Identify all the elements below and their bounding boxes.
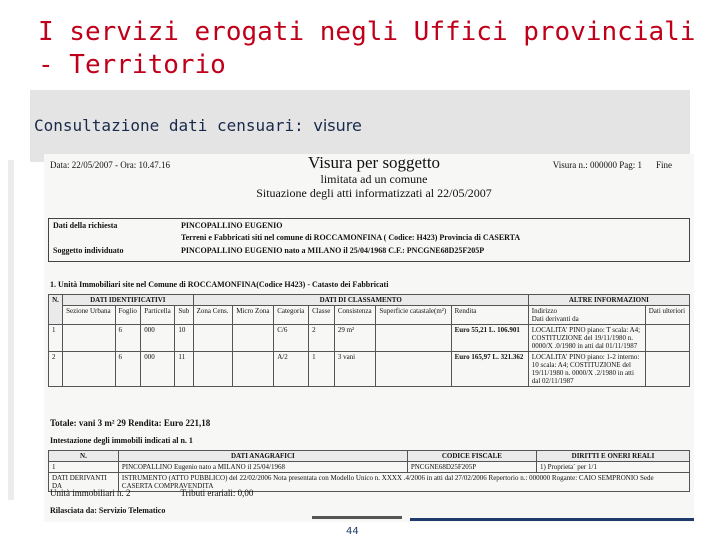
subtitle-suffix: visure: [313, 116, 362, 135]
col-header: Zona Cens.: [193, 306, 233, 325]
visura-document-image: [44, 154, 694, 522]
table-row: [49, 462, 690, 473]
cell: 1: [49, 462, 119, 473]
col-header: Classe: [309, 306, 335, 325]
cell: 2: [309, 325, 335, 352]
cell: PINCOPALLINO Eugenio nato a MILANO il 25/04/1968: [118, 462, 407, 473]
col-header: Categoria: [274, 306, 309, 325]
rilasciata: Rilasciata da: Servizio Telematico: [50, 506, 166, 515]
cell: C/6: [274, 325, 309, 352]
col-header: Sub: [175, 306, 193, 325]
request-box: [48, 218, 690, 262]
cell: 1: [309, 352, 335, 387]
left-decor-bar: [8, 160, 14, 500]
units-count: Unità immobiliari n. 2: [50, 488, 131, 498]
cell: [376, 352, 451, 387]
cell: 000: [141, 325, 175, 352]
cell: [233, 325, 274, 352]
cell: [645, 325, 689, 352]
col-header: Superficie catastale(m²): [376, 306, 451, 325]
request-label: Dati della richiesta: [53, 221, 118, 230]
cell: [193, 325, 233, 352]
section-title: 1. Unità Immobiliari site nel Comune di ROCCAMONFINA(Codice H423) - Catasto dei Fabbricati: [50, 280, 389, 289]
owner-table: [48, 450, 690, 492]
footer-divider-short: [312, 516, 402, 519]
cell: [376, 325, 451, 352]
cell: 11: [175, 352, 193, 387]
table-row: [49, 325, 690, 352]
col-group-n: N.: [49, 295, 63, 325]
property-table: [48, 294, 690, 387]
cell: [193, 352, 233, 387]
tributi: Tributi erariali: 0,00: [180, 488, 254, 498]
cell: LOCALITA' PINO piano: T scala: A4; COSTITUZIONE del 19/11/1980 n. 0000/X .0/1980 in atti dal 01/11/1987: [528, 325, 645, 352]
cell: LOCALITA' PINO piano: 1-2 interno: 10 scala: A4; COSTITUZIONE del 19/11/1980 n. 0000/X .2/1980 in atti dal 02/11/1987: [528, 352, 645, 387]
visura-situation: Situazione degli atti informatizzati al 22/05/2007: [256, 186, 492, 200]
cell: 1: [49, 325, 63, 352]
cell: [63, 352, 115, 387]
cell: 6: [115, 352, 141, 387]
visura-subtitle: limitata ad un comune: [320, 172, 428, 186]
cell: 2: [49, 352, 63, 387]
page-number: 44: [346, 526, 359, 537]
owner-col: DATI ANAGRAFICI: [118, 451, 407, 462]
subtitle-prefix: Consultazione dati censuari:: [34, 116, 314, 135]
col-header: Foglio: [115, 306, 141, 325]
cell: A/2: [274, 352, 309, 387]
visura-number: Visura n.: 000000 Pag: 1: [552, 160, 642, 170]
col-header-address: Indirizzo: [531, 307, 557, 315]
totals-line: Totale: vani 3 m² 29 Rendita: Euro 221,18: [50, 418, 211, 428]
visura-title-block: [224, 154, 524, 200]
owner-col: N.: [49, 451, 119, 462]
visura-fine: Fine: [655, 160, 672, 170]
request-name: PINCOPALLINO EUGENIO: [181, 221, 283, 230]
col-header: Dati ulteriori: [645, 306, 689, 325]
col-header: Micro Zona: [233, 306, 274, 325]
subject-label: Soggetto individuato: [53, 246, 124, 255]
cell: ISTRUMENTO (ATTO PUBBLICO) del 22/02/2006 Nota presentata con Modello Unico n. XXXX .4/2006 in atti dal 27/02/2006 Repertorio n.: 000000 Rogante: CAIO SEMPRONIO Sede CASERTA COMPRAVENDITA: [118, 473, 689, 492]
cell: 3 vani: [334, 352, 376, 387]
units-line: [50, 488, 253, 498]
cell: DATI DERIVANTI DA: [49, 473, 119, 492]
owner-col: CODICE FISCALE: [407, 451, 536, 462]
cell: 6: [115, 325, 141, 352]
cell: [63, 325, 115, 352]
footer-divider: [410, 518, 694, 521]
cell: PNCGNE68D25F205P: [407, 462, 536, 473]
col-header: Sezione Urbana: [63, 306, 115, 325]
visura-title: Visura per soggetto: [307, 154, 441, 172]
request-comune: Terreni e Fabbricati siti nel comune di ROCCAMONFINA ( Codice: H423) Provincia di CASERTA: [181, 233, 521, 242]
visura-number-block: [539, 160, 672, 170]
col-header: Rendita: [451, 306, 528, 325]
col-header: Particella: [141, 306, 175, 325]
address-subhead: Dati derivanti da: [531, 315, 579, 323]
subject-value: PINCOPALLINO EUGENIO nato a MILANO il 25/04/1968 C.F.: PNCGNE68D25F205P: [181, 246, 485, 255]
table-row: [49, 352, 690, 387]
cell: 1) Proprieta` per 1/1: [536, 462, 689, 473]
col-group-class: DATI DI CLASSAMENTO: [193, 295, 528, 306]
visura-date: Data: 22/05/2007 - Ora: 10.47.16: [50, 160, 170, 170]
slide-title: I servizi erogati negli Uffici provinciali - Territorio: [38, 17, 696, 80]
slide-subtitle: [34, 116, 362, 135]
col-header: Consistenza: [334, 306, 376, 325]
cell: Euro 165,97 L. 321.362: [451, 352, 528, 387]
cell: 10: [175, 325, 193, 352]
cell: Euro 55,21 L. 106.901: [451, 325, 528, 352]
cell: 29 m²: [334, 325, 376, 352]
cell: [645, 352, 689, 387]
cell: [233, 352, 274, 387]
col-header: [528, 306, 645, 325]
col-group-other: ALTRE INFORMAZIONI: [528, 295, 689, 306]
cell: 000: [141, 352, 175, 387]
intestazione-title: Intestazione degli immobili indicati al n. 1: [50, 436, 193, 445]
col-group-ident: DATI IDENTIFICATIVI: [63, 295, 194, 306]
owner-col: DIRITTI E ONERI REALI: [536, 451, 689, 462]
